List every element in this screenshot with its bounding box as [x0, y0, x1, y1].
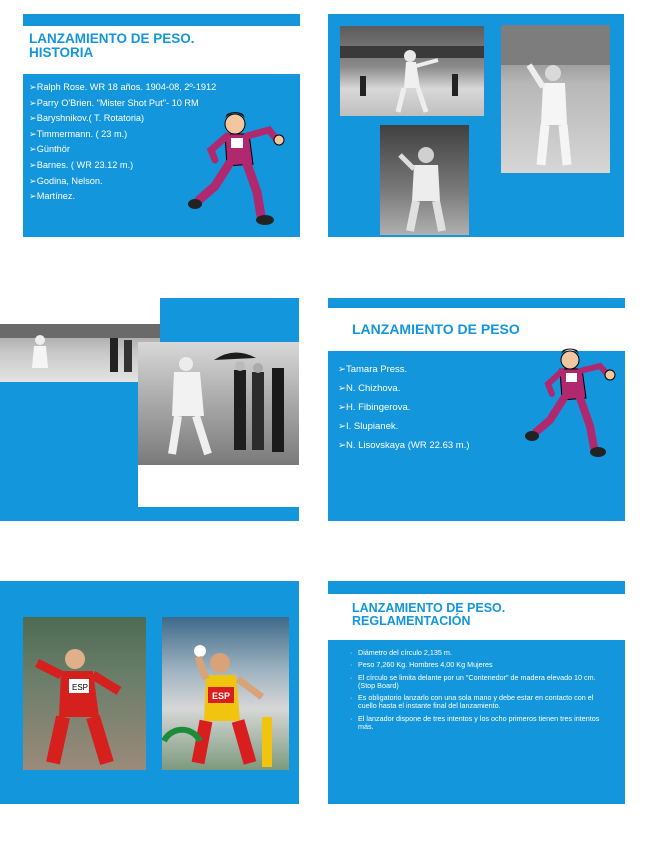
historic-photo-umbrellas — [138, 342, 299, 465]
historic-photo-athlete-dark — [380, 125, 469, 235]
list-item: ➢I. Slupianek. — [338, 421, 399, 432]
list-item: ➢Timmermann. ( 23 m.) — [29, 128, 128, 139]
white-panel — [138, 463, 299, 507]
shot-putter-cartoon-icon — [524, 342, 624, 462]
slide-title: LANZAMIENTO DE PESO — [352, 321, 520, 337]
list-item: · El lanzador dispone de tres intentos y los ocho primeros tienen tres intentos más. — [350, 715, 610, 732]
historic-photo-athlete-white — [501, 25, 610, 173]
bullet-list — [350, 649, 610, 735]
list-item: ➢Günthör — [29, 144, 70, 155]
list-item: ➢H. Fibingerova. — [338, 402, 411, 413]
list-item: ➢N. Lisovskaya (WR 22.63 m.) — [338, 440, 470, 451]
modern-photo-esp-athlete — [162, 617, 289, 770]
list-item: · Diámetro del círculo 2,135 m. — [350, 649, 610, 657]
slide-title: LANZAMIENTO DE PESO. HISTORIA — [29, 31, 195, 61]
slide-title: LANZAMIENTO DE PESO. REGLAMENTACIÓN — [352, 601, 506, 629]
list-item: ➢Parry O'Brien. "Mister Shot Put"- 10 RM — [29, 97, 199, 108]
modern-photo-red-athlete — [23, 617, 146, 770]
bib-number: ESP — [72, 683, 89, 692]
list-item: ➢N. Chizhova. — [338, 383, 401, 394]
list-item: ➢Barnes. ( WR 23.12 m.) — [29, 159, 134, 170]
list-item: · Es obligatorio lanzarlo con una sola mano y debe estar en contacto con el cuello hasta el instante final del lanzamiento. — [350, 694, 610, 711]
slide-historic-photos — [328, 14, 624, 237]
bib-country: ESP — [212, 691, 231, 701]
list-item: ➢Baryshnikov.( T. Rotatoria) — [29, 113, 145, 124]
historic-photo-crowd — [0, 324, 160, 382]
slide-lanzamiento-peso — [328, 298, 625, 521]
list-item: ➢Tamara Press. — [338, 364, 408, 375]
slide-historic-collage — [0, 298, 299, 521]
list-item: ➢Martínez. — [29, 191, 75, 202]
list-item: · El círculo se limita delante por un "Contenedor" de madera elevado 10 cm. (Stop Board) — [350, 674, 610, 691]
bullet-list — [338, 360, 470, 455]
list-item: ➢Godina, Nelson. — [29, 175, 103, 186]
slide-historia — [23, 14, 300, 237]
historic-photo-stadium — [340, 26, 484, 116]
slide-modern-photos — [0, 581, 299, 804]
shot-putter-cartoon-icon — [185, 104, 295, 229]
slide-reglamentacion — [328, 581, 625, 804]
list-item: ➢Ralph Rose. WR 18 años. 1904-08, 2º-1912 — [29, 82, 217, 92]
list-item: · Peso 7,260 Kg. Hombres 4,00 Kg Mujeres — [350, 661, 610, 669]
